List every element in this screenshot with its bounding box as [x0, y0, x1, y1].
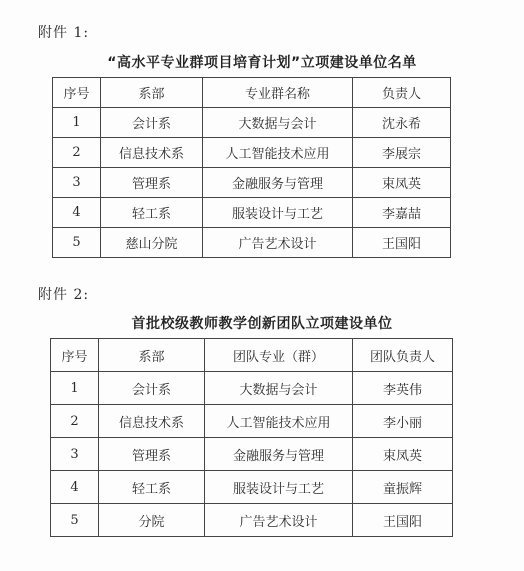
table-cell: 3 [51, 438, 99, 471]
table-row [51, 372, 453, 405]
table-cell: 金融服务与管理 [203, 168, 353, 198]
table-row [53, 198, 451, 228]
attachment2-label: 附件 2: [38, 287, 90, 303]
table-cell: 童振辉 [353, 471, 453, 504]
attachment1-table [52, 77, 451, 258]
header-cell: 系部 [101, 78, 203, 108]
table-cell: 2 [51, 405, 99, 438]
table-cell: 李英伟 [353, 372, 453, 405]
table-cell: 5 [51, 504, 99, 537]
table-cell: 人工智能技术应用 [203, 138, 353, 168]
table-cell: 信息技术系 [101, 138, 203, 168]
table-cell: 服装设计与工艺 [203, 198, 353, 228]
table-row [51, 405, 453, 438]
table-row [53, 108, 451, 138]
table-cell: 大数据与会计 [205, 372, 353, 405]
table-cell: 会计系 [99, 372, 205, 405]
table-cell: 束凤英 [353, 168, 451, 198]
table-cell: 1 [51, 372, 99, 405]
table-cell: 大数据与会计 [203, 108, 353, 138]
table-cell: 轻工系 [99, 471, 205, 504]
table-cell: 王国阳 [353, 504, 453, 537]
attachment1-title: “高水平专业群项目培育计划”立项建设单位名单 [107, 55, 417, 71]
attachment2-table [50, 338, 453, 537]
table-cell: 管理系 [99, 438, 205, 471]
table-cell: 会计系 [101, 108, 203, 138]
header-cell: 序号 [53, 78, 101, 108]
table-header-row [53, 78, 451, 108]
table-row [53, 168, 451, 198]
table-cell: 李展宗 [353, 138, 451, 168]
table-row [53, 138, 451, 168]
table-cell: 广告艺术设计 [203, 228, 353, 258]
table-row [53, 228, 451, 258]
table-cell: 金融服务与管理 [205, 438, 353, 471]
table-cell: 王国阳 [353, 228, 451, 258]
header-cell: 专业群名称 [203, 78, 353, 108]
header-cell: 团队负责人 [353, 339, 453, 372]
header-cell: 团队专业（群） [205, 339, 353, 372]
table-cell: 信息技术系 [99, 405, 205, 438]
table-cell: 束凤英 [353, 438, 453, 471]
table-cell: 李嘉喆 [353, 198, 451, 228]
table-cell: 人工智能技术应用 [205, 405, 353, 438]
header-cell: 负责人 [353, 78, 451, 108]
attachment1-label: 附件 1: [38, 25, 90, 41]
attachment2-title: 首批校级教师教学创新团队立项建设单位 [131, 316, 393, 332]
table-cell: 广告艺术设计 [205, 504, 353, 537]
table-cell: 1 [53, 108, 101, 138]
table-cell: 3 [53, 168, 101, 198]
table-cell: 2 [53, 138, 101, 168]
table-cell: 4 [51, 471, 99, 504]
table-row [51, 438, 453, 471]
table-cell: 分院 [99, 504, 205, 537]
table-cell: 4 [53, 198, 101, 228]
header-cell: 系部 [99, 339, 205, 372]
table-cell: 5 [53, 228, 101, 258]
table-cell: 李小丽 [353, 405, 453, 438]
table-header-row [51, 339, 453, 372]
header-cell: 序号 [51, 339, 99, 372]
table-cell: 沈永希 [353, 108, 451, 138]
table-cell: 服装设计与工艺 [205, 471, 353, 504]
table-cell: 慈山分院 [101, 228, 203, 258]
table-row [51, 471, 453, 504]
table-row [51, 504, 453, 537]
table-cell: 管理系 [101, 168, 203, 198]
table-cell: 轻工系 [101, 198, 203, 228]
